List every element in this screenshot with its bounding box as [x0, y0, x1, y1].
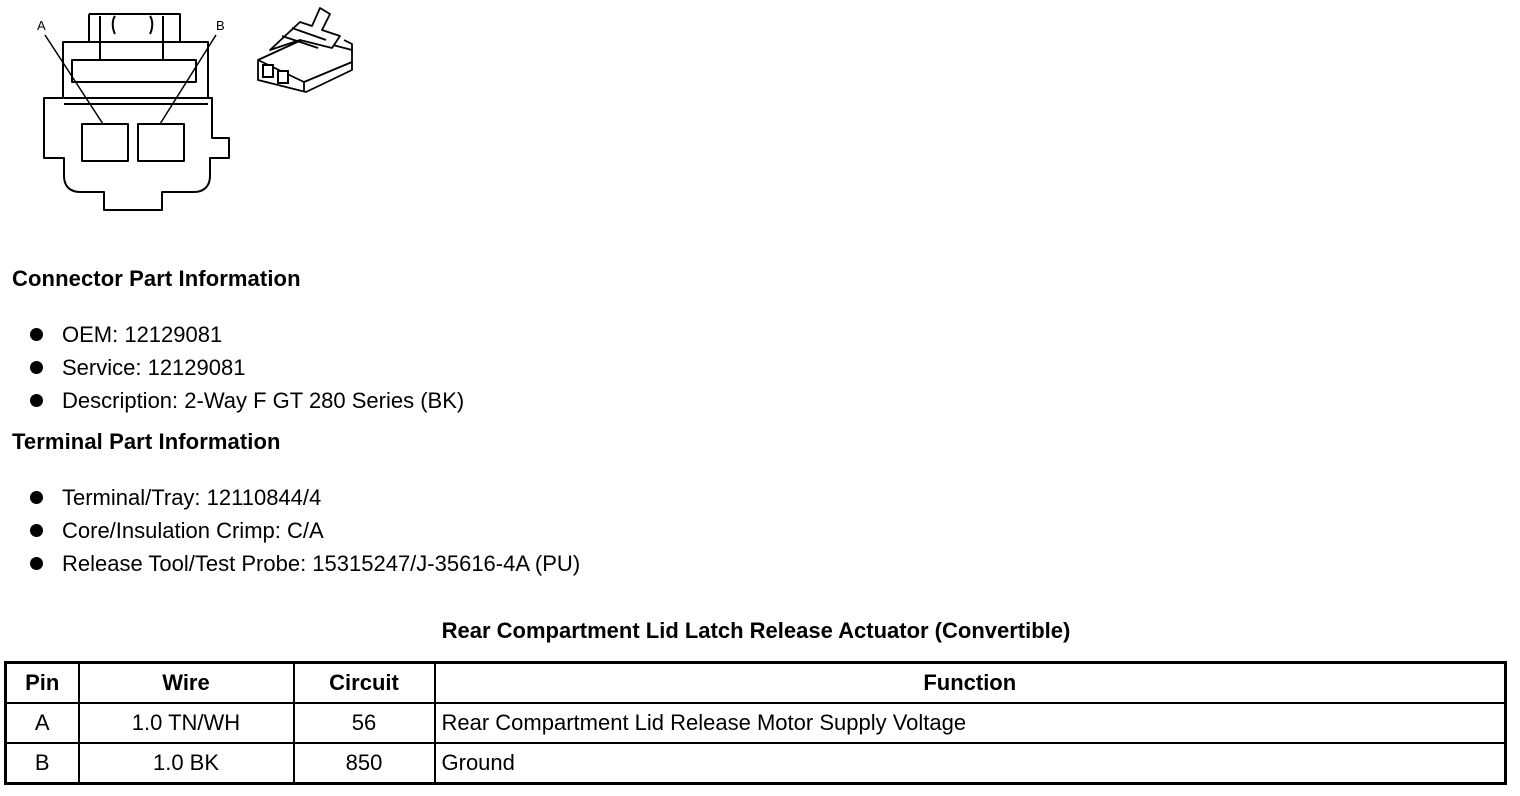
terminal-part-list [28, 481, 580, 580]
header-wire: Wire [79, 663, 294, 704]
pin-table [4, 661, 1507, 785]
connector-latch [89, 14, 180, 60]
pin-label-b: B [216, 18, 225, 33]
cell-circuit: 56 [294, 703, 435, 743]
table-row [6, 743, 1506, 784]
list-item-service: Service: 12129081 [28, 351, 464, 384]
list-item-release-tool: Release Tool/Test Probe: 15315247/J-35616-4A (PU) [28, 547, 580, 580]
cavity-b [138, 124, 184, 161]
list-item-description: Description: 2-Way F GT 280 Series (BK) [28, 384, 464, 417]
leader-line-a [45, 35, 103, 124]
cavity-a [82, 124, 128, 161]
table-header-row [6, 663, 1506, 704]
cell-wire: 1.0 BK [79, 743, 294, 784]
list-item-crimp: Core/Insulation Crimp: C/A [28, 514, 580, 547]
connector-isometric-view [258, 8, 352, 92]
terminal-part-info-title: Terminal Part Information [12, 429, 281, 454]
header-circuit: Circuit [294, 663, 435, 704]
list-item-oem: OEM: 12129081 [28, 318, 464, 351]
cell-pin: A [6, 703, 79, 743]
table-row [6, 703, 1506, 743]
pin-label-a: A [37, 18, 46, 33]
header-function: Function [435, 663, 1506, 704]
cell-function: Ground [435, 743, 1506, 784]
cell-circuit: 850 [294, 743, 435, 784]
cell-wire: 1.0 TN/WH [79, 703, 294, 743]
cell-function: Rear Compartment Lid Release Motor Supply Voltage [435, 703, 1506, 743]
header-pin: Pin [6, 663, 79, 704]
list-item-terminal-tray: Terminal/Tray: 12110844/4 [28, 481, 580, 514]
pin-table-title: Rear Compartment Lid Latch Release Actuator (Convertible) [441, 618, 1071, 643]
connector-diagram [0, 0, 380, 230]
connector-part-info-title: Connector Part Information [12, 266, 301, 291]
connector-part-list [28, 318, 464, 417]
cell-pin: B [6, 743, 79, 784]
